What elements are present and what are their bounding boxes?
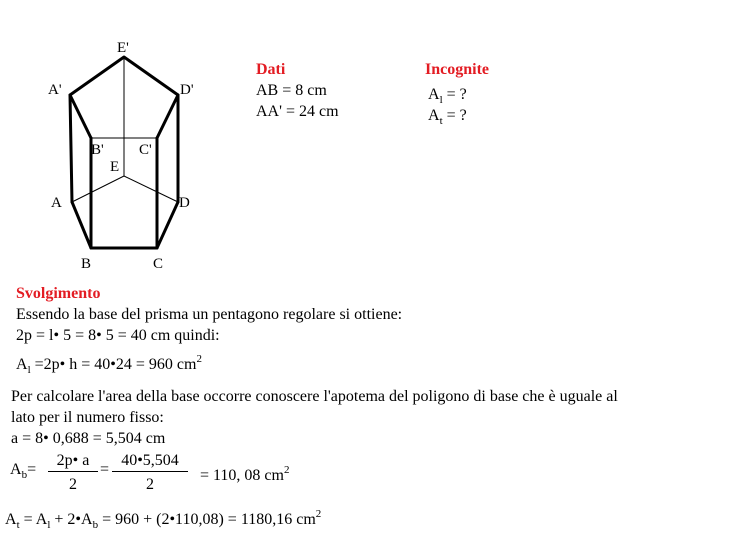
fraction-1-denominator: 2 [69,476,77,493]
label-b-top: B' [91,142,104,158]
fraction-2 [112,452,188,494]
ab-symbol-sub: b [21,469,28,481]
incognite-al [428,86,467,109]
al-formula: =2p• h = 40•24 = 960 cm [30,356,197,373]
svolgimento-title: Svolgimento [16,285,101,302]
bottom-pentagon-front [72,202,178,248]
ab-label [10,461,36,484]
svolgimento-line2: 2p = l• 5 = 8• 5 = 40 cm quindi: [16,327,220,344]
al-symbol-sub: l [27,364,31,376]
label-d: D [179,195,190,211]
al-main: A [428,86,440,103]
equals-2: = [100,461,110,478]
label-c-top: C' [139,142,152,158]
at-plus-ab: + 2•A [50,511,93,528]
al-rest: = ? [442,86,467,103]
at-result: = 960 + (2•110,08) = 1180,16 cm [98,511,316,528]
label-d-top: D' [180,82,194,98]
fraction-1-numerator: 2p• a [48,452,98,472]
paragraph-line2: lato per il numero fisso: [11,409,164,426]
paragraph-line1: Per calcolare l'area della base occorre conoscere l'apotema del poligono di base che è uguale al [11,388,618,405]
at-formula [5,505,321,534]
label-a-top: A' [48,82,62,98]
at-ab-sub: b [92,519,99,531]
at-al-sub: l [47,519,51,531]
ab-result [200,461,289,485]
incognite-at [428,107,467,130]
svolgimento-line3 [16,350,202,379]
label-b: B [81,256,92,272]
at-symbol: A [5,511,17,528]
ab-equals: = [27,461,37,478]
label-e: E [110,159,120,175]
ab-result-sup: 2 [283,464,290,476]
at-rest: = ? [442,107,467,124]
fraction-2-numerator: 40•5,504 [112,452,188,472]
ab-result-value: = 110, 08 cm [200,467,284,484]
apotema-line: a = 8• 0,688 = 5,504 cm [11,430,166,447]
label-e-top: E' [117,40,129,56]
at-symbol-sub: t [16,519,20,531]
label-c: C [153,256,164,272]
dati-line-aa: AA' = 24 cm [256,103,339,120]
fraction-2-denominator: 2 [146,476,154,493]
dati-title: Dati [256,61,286,78]
al-formula-sup: 2 [196,353,202,365]
edge-ed [124,176,178,202]
fraction-1 [48,452,98,494]
al-sub: l [439,94,443,106]
al-symbol: A [16,356,28,373]
incognite-title: Incognite [425,61,489,78]
dati-line-ab: AB = 8 cm [256,82,327,99]
edge-ae [72,176,124,202]
at-equals-al: = A [19,511,48,528]
label-a: A [51,195,62,211]
at-result-sup: 2 [315,508,322,520]
ab-symbol: A [10,461,22,478]
at-main: A [428,107,440,124]
at-sub: t [439,115,443,127]
svolgimento-line1: Essendo la base del prisma un pentagono regolare si ottiene: [16,306,403,323]
edge-aa [70,95,72,202]
